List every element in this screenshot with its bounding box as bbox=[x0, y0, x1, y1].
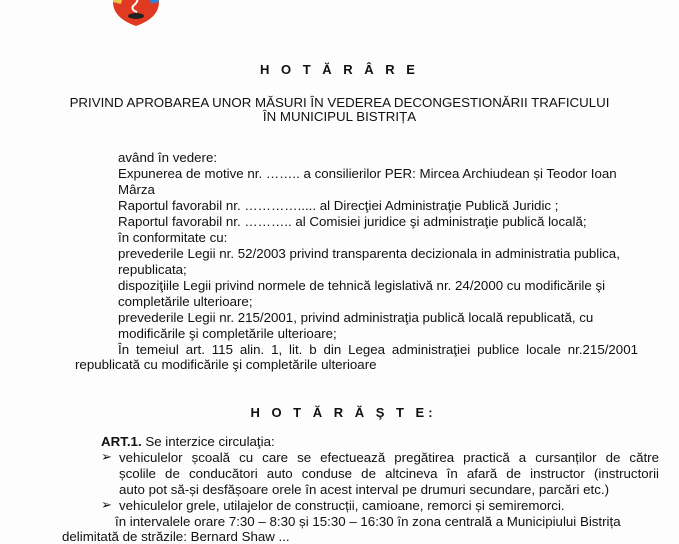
preamble-line: având în vedere: bbox=[118, 150, 218, 165]
bullet-arrow-icon: ➢ bbox=[101, 449, 112, 464]
preamble-line: Raportul favorabil nr. ……….. al Comisiei juridice şi administraţie publică locală; bbox=[118, 214, 587, 229]
preamble-line: În temeiul art. 115 alin. 1, lit. b din Legea administraţiei publice locale nr.215/2001 bbox=[118, 342, 638, 357]
bullet-1-line: auto pot să-și desfășoare orele în acest interval pe drumuri secundare, parcări etc.) bbox=[119, 482, 610, 497]
preamble-line: Raportul favorabil nr. …………..... al Direcţiei Administraţie Publică Juridic ; bbox=[118, 198, 559, 213]
document-subtitle-line1: PRIVIND APROBAREA UNOR MĂSURI ÎN VEDEREA DECONGESTIONĂRII TRAFICULUI bbox=[69, 95, 610, 110]
preamble-line: Expunerea de motive nr. …….. a consilierilor PER: Mircea Archiudean și Teodor Ioan bbox=[118, 166, 617, 181]
decision-title: H O T Ă R Ă Ş T E: bbox=[250, 405, 437, 420]
article-1-label: ART.1. bbox=[101, 434, 142, 449]
preamble-line: republicata; bbox=[118, 262, 187, 277]
coat-of-arms-icon bbox=[111, 0, 161, 26]
document-subtitle-line2: ÎN MUNICIPUL BISTRIȚA bbox=[262, 109, 417, 124]
interval-line: în intervalele orare 7:30 – 8:30 și 15:30 – 16:30 în zona centrală a Municipiului Bistrița bbox=[115, 514, 621, 529]
bullet-1-line: vehiculelor școală cu care se efectuează pregătirea practică a cursanților de către bbox=[119, 450, 659, 465]
preamble-line: republicată cu modificările şi completările ulterioare bbox=[75, 357, 377, 372]
bullet-1-line: școlile de conducători auto conduse de altcineva în afară de instructor (instructorii bbox=[119, 466, 659, 481]
preamble-line: modificările şi completările ulterioare; bbox=[118, 326, 337, 341]
preamble-line: prevederile Legii nr. 215/2001, privind administraţia publică locală republicată, cu bbox=[118, 310, 594, 325]
preamble-line: completările ulterioare; bbox=[118, 294, 253, 309]
document-title: H O T Ă R Â R E bbox=[260, 62, 419, 77]
preamble-line: dispoziţiile Legii privind normele de tehnică legislativă nr. 24/2000 cu modificările şi bbox=[118, 278, 606, 293]
article-1-heading bbox=[101, 434, 275, 449]
cut-off-line: delimitată de străzile: Bernard Shaw ... bbox=[62, 529, 290, 544]
bullet-2-line: vehiculelor grele, utilajelor de construcții, camioane, remorci și semiremorci. bbox=[119, 498, 565, 513]
preamble-line: Mârza bbox=[118, 182, 155, 197]
preamble-line: prevederile Legii nr. 52/2003 privind transparenta decizionala in administratia publica, bbox=[118, 246, 620, 261]
article-1-text: Se interzice circulaţia: bbox=[141, 434, 275, 449]
preamble-line: în conformitate cu: bbox=[118, 230, 228, 245]
bullet-arrow-icon: ➢ bbox=[101, 497, 112, 512]
